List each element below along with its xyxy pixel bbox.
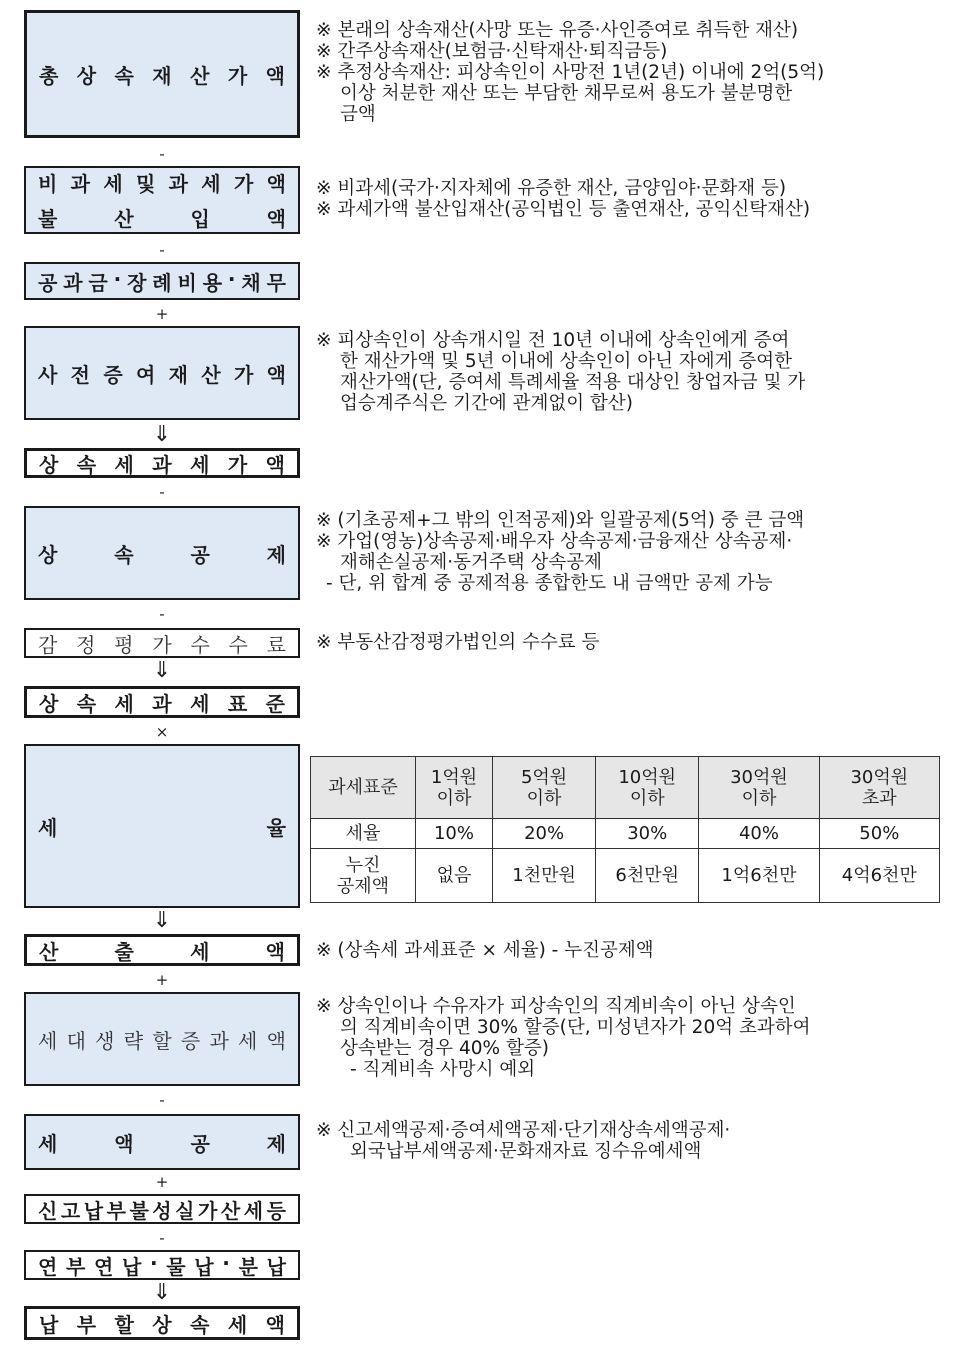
step-label-group <box>38 168 286 232</box>
step-tax-credit <box>24 1114 300 1170</box>
arrow-down-icon: ⇓ <box>152 1280 172 1305</box>
step-label: 세 액 공 제 <box>38 1131 286 1156</box>
note-line: 의 직계비속이면 30% 할증(단, 미성년자가 20억 초과하여 <box>340 1017 811 1038</box>
note-line: ※ 간주상속재산(보험금·신탁재산·퇴직금등) <box>316 41 668 62</box>
note-line: ※ 부동산감정평가법인의 수수료 등 <box>316 632 600 653</box>
table-row <box>311 819 940 849</box>
operator-minus: - <box>159 145 165 163</box>
bracket-cell <box>596 757 699 819</box>
bracket-line: 5억원 <box>520 766 568 788</box>
note-line: 업승계주식은 기간에 관계없이 합산) <box>340 393 633 414</box>
note-generation-skip <box>316 996 942 1080</box>
bracket-line: 이하 <box>741 787 777 809</box>
row-label-line: 공제액 <box>336 875 390 897</box>
table-row <box>311 849 940 903</box>
operator-times: × <box>155 723 169 741</box>
step-label: 불 산 입 액 <box>38 207 286 231</box>
note-tax-credit <box>316 1120 942 1162</box>
step-label: 신 고 납 부 불 성 실 가 산 세 등 <box>38 1198 286 1223</box>
step-tax-payable <box>24 1306 300 1340</box>
note-line: ※ (기초공제+그 밖의 인적공제)와 일괄공제(5억) 중 큰 금액 <box>316 510 805 531</box>
bracket-cell <box>416 757 493 819</box>
step-tax-rate <box>24 744 300 908</box>
operator-minus: - <box>159 605 165 623</box>
note-line: - 단, 위 합계 중 공제적용 종합한도 내 금액만 공제 가능 <box>326 573 773 594</box>
step-label: 총 상 속 재 산 가 액 <box>39 63 285 88</box>
note-line: ※ 본래의 상속재산(사망 또는 유증·사인증여로 취득한 재산) <box>316 20 799 41</box>
bracket-line: 초과 <box>861 787 897 809</box>
step-label: 공 과 금 · 장 례 비 용 · 채 무 <box>38 266 286 295</box>
rate-cell: 30% <box>596 819 699 849</box>
bracket-cell <box>699 757 819 819</box>
deduction-cell: 6천만원 <box>596 849 699 903</box>
note-non-taxable <box>316 178 942 220</box>
step-installment-payment <box>24 1250 300 1280</box>
operator-minus: - <box>159 1229 165 1247</box>
deduction-cell: 1억6천만 <box>699 849 819 903</box>
step-generation-skip-surcharge <box>24 992 300 1086</box>
note-line: 재해손실공제·동거주택 상속공제 <box>340 552 602 573</box>
bracket-line: 30억원 <box>850 766 909 788</box>
deduction-cell: 4억6천만 <box>819 849 939 903</box>
step-tax-base <box>24 686 300 718</box>
operator-plus: + <box>155 971 169 989</box>
bracket-line: 1억원 <box>430 766 478 788</box>
note-line: ※ 추정상속재산: 피상속인이 사망전 1년(2년) 이내에 2억(5억) <box>316 62 825 83</box>
rate-cell: 20% <box>493 819 596 849</box>
step-label: 세 율 <box>38 815 286 840</box>
note-appraisal <box>316 632 942 653</box>
deduction-cell: 1천만원 <box>493 849 596 903</box>
row-label-cell: 세율 <box>311 819 416 849</box>
note-computed-tax <box>316 940 942 961</box>
step-label: 상 속 세 과 세 가 액 <box>39 452 285 477</box>
rate-cell: 50% <box>819 819 939 849</box>
note-line: ※ 신고세액공제·증여세액공제·단기재상속세액공제· <box>316 1120 731 1141</box>
operator-minus: - <box>159 1091 165 1109</box>
step-taxable-value <box>24 448 300 478</box>
step-label: 세 대 생 략 할 증 과 세 액 <box>38 1028 286 1053</box>
step-appraisal-fee <box>24 628 300 658</box>
bracket-line: 이하 <box>436 787 472 809</box>
bracket-line: 30억원 <box>730 766 788 788</box>
operator-plus: + <box>155 305 169 323</box>
step-label: 연 부 연 납 · 물 납 · 분 납 <box>38 1250 286 1279</box>
arrow-down-icon: ⇓ <box>152 908 172 933</box>
step-public-charges-debts <box>24 262 300 300</box>
operator-plus: + <box>155 1173 169 1191</box>
note-line: ※ 비과세(국가·지자체에 유증한 재산, 금양임야·문화재 등) <box>316 178 787 199</box>
step-computed-tax <box>24 934 300 966</box>
step-penalty-tax <box>24 1194 300 1224</box>
note-gross-estate <box>316 20 942 125</box>
note-line: - 직계비속 사망시 예외 <box>350 1059 536 1080</box>
tax-rate-table <box>310 756 940 903</box>
note-line: ※ 가업(영농)상속공제·배우자 상속공제·금융재산 상속공제· <box>316 531 793 552</box>
note-prior-gift <box>316 330 942 414</box>
step-label: 사 전 증 여 재 산 가 액 <box>38 362 286 387</box>
step-label: 감 정 평 가 수 수 료 <box>38 632 286 657</box>
step-inheritance-deduction <box>24 506 300 600</box>
bracket-line: 10억원 <box>618 766 677 788</box>
note-deduction <box>316 510 942 594</box>
bracket-cell <box>819 757 939 819</box>
note-line: ※ (상속세 과세표준 × 세율) - 누진공제액 <box>316 940 654 961</box>
note-line: 상속받는 경우 40% 할증) <box>340 1038 549 1059</box>
note-line: 재산가액(단, 증여세 특례세율 적용 대상인 창업자금 및 가 <box>340 372 806 393</box>
step-label: 상 속 세 과 세 표 준 <box>39 691 285 716</box>
note-line: 외국납부세액공제·문화재자료 징수유예세액 <box>350 1141 702 1162</box>
table-header-cell: 과세표준 <box>311 757 416 819</box>
bracket-line: 이하 <box>629 787 665 809</box>
operator-minus: - <box>159 483 165 501</box>
step-label: 산 출 세 액 <box>39 939 285 964</box>
note-line: ※ 과세가액 불산입재산(공익법인 등 출연재산, 공익신탁재산) <box>316 199 811 220</box>
rate-cell: 40% <box>699 819 819 849</box>
note-line: 이상 처분한 재산 또는 부담한 채무로써 용도가 불분명한 <box>340 83 793 104</box>
bracket-line: 이하 <box>526 787 562 809</box>
rate-cell: 10% <box>416 819 493 849</box>
step-non-taxable <box>24 166 300 234</box>
step-label: 납 부 할 상 속 세 액 <box>39 1312 285 1337</box>
step-label: 상 속 공 제 <box>38 542 286 567</box>
bracket-cell <box>493 757 596 819</box>
step-label: 비 과 세 및 과 세 가 액 <box>38 172 286 196</box>
arrow-down-icon: ⇓ <box>152 658 172 683</box>
note-line: 금액 <box>340 104 376 125</box>
note-line: 한 재산가액 및 5년 이내에 상속인이 아닌 자에게 증여한 <box>340 351 792 372</box>
step-gross-estate <box>24 10 300 138</box>
table-row <box>311 757 940 819</box>
note-line: ※ 피상속인이 상속개시일 전 10년 이내에 상속인에게 증여 <box>316 330 790 351</box>
row-label-line: 누진 <box>345 854 381 876</box>
step-prior-gift <box>24 326 300 420</box>
operator-minus: - <box>159 241 165 259</box>
note-line: ※ 상속인이나 수유자가 피상속인의 직계비속이 아닌 상속인 <box>316 996 796 1017</box>
arrow-down-icon: ⇓ <box>152 422 172 447</box>
row-label-cell <box>311 849 416 903</box>
deduction-cell: 없음 <box>416 849 493 903</box>
